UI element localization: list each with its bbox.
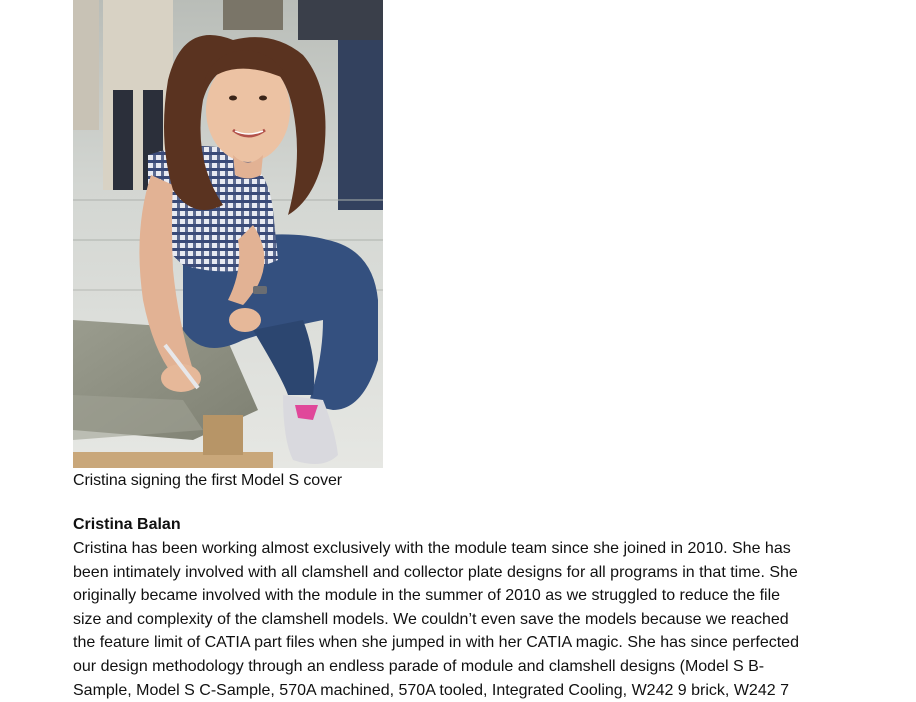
paragraph-line: the feature limit of CATIA part files when she jumped in with her CATIA magic. She has since perfected <box>73 634 799 652</box>
paragraph-line: originally became involved with the module in the summer of 2010 as we struggled to reduce the file <box>73 587 781 605</box>
photo-cristina-signing <box>73 0 383 468</box>
photo-illustration <box>73 0 383 468</box>
paragraph-line: Cristina has been working almost exclusively with the module team since she joined in 2010. She has <box>73 540 791 557</box>
photo-caption: Cristina signing the first Model S cover <box>73 472 343 489</box>
paragraph-line: been intimately involved with all clamshell and collector plate designs for all programs in that time. She <box>73 563 798 581</box>
profile-paragraph <box>73 537 873 702</box>
profile-name-heading: Cristina Balan <box>73 516 181 533</box>
paragraph-line: Sample, Model S C-Sample, 570A machined, 570A tooled, Integrated Cooling, W242 9 brick, W242 7 <box>73 681 789 699</box>
paragraph-line: size and complexity of the clamshell models. We couldn’t even save the models because we reached <box>73 610 789 628</box>
paragraph-line: our design methodology through an endless parade of module and clamshell designs (Model S B- <box>73 657 765 675</box>
